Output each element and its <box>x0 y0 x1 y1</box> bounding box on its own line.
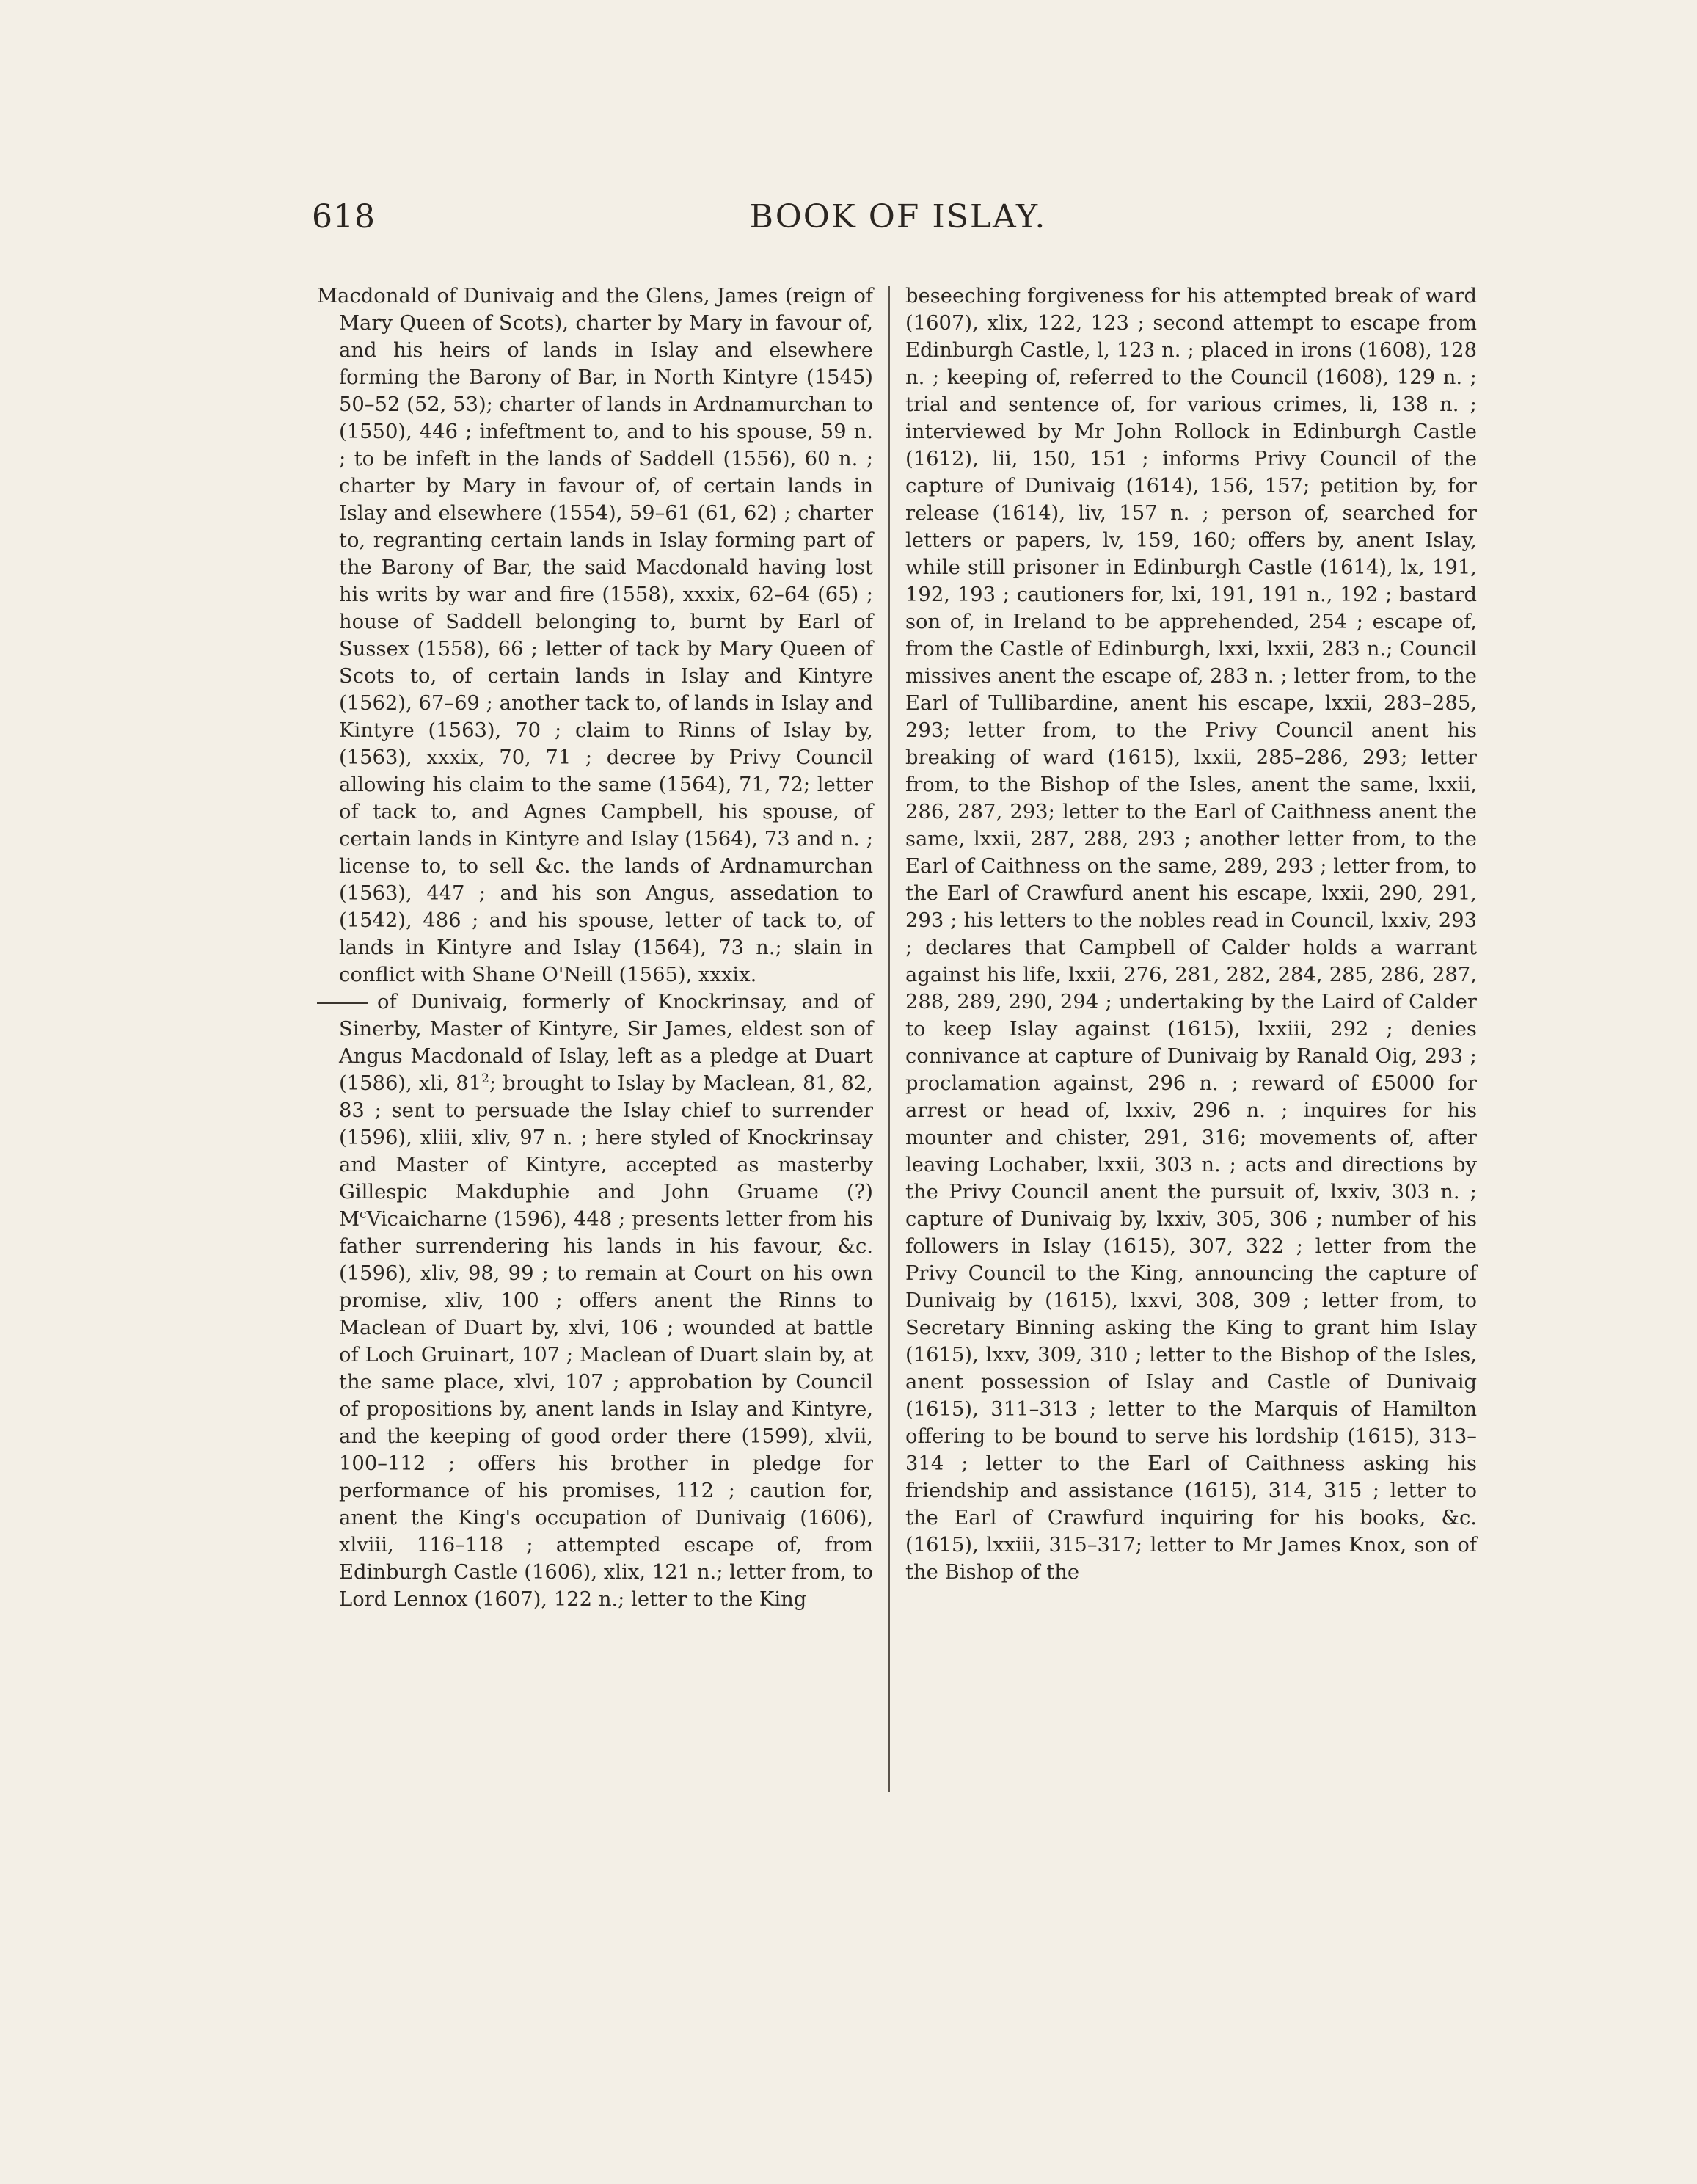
index-entry-text: ; brought to Islay by Maclean, 81, 82, 83 ; sent to persuade the Islay chief to surrender (1596), xliii, xliv, 97 n. ; here styled of Knockrinsay and Master of Kintyre, accepted as masterby Gillespic Makduphie and John Gruame (?) M <box>339 1072 874 1231</box>
superscript: 2 <box>481 1071 489 1086</box>
column-divider <box>888 286 890 1792</box>
page-header <box>312 198 1484 242</box>
index-entry <box>317 283 873 989</box>
running-title: BOOK OF ISLAY. <box>749 198 1047 236</box>
index-entry-text: Vicaicharne (1596), 448 ; presents letter from his father surrendering his lands in his favour, &c. (1596), xliv, 98, 99 ; to remain at Court on his own promise, xliv, 100 ; offers anent the Rinns to Maclean of Duart by, xlvi, 106 ; wounded at battle of Loch Gruinart, 107 ; Maclean of Duart slain by, at the same place, xlvi, 107 ; approbation by Council of propositions by, anent lands in Islay and Kintyre, and the keeping of good order there (1599), xlvii, 100–112 ; offers his brother in pledge for performance of his promises, 112 ; caution for, anent the King's occupation of Dunivaig (1606), xlviii, 116–118 ; attempted escape of, from Edinburgh Castle (1606), xlix, 121 n.; letter from, to Lord Lennox (1607), 122 n.; letter to the King <box>339 1208 873 1611</box>
ditto-dash <box>317 1002 368 1004</box>
page-number: 618 <box>312 198 376 236</box>
index-column-right <box>905 283 1477 1586</box>
index-entry-text: of Dunivaig, formerly of Knockrinsay, and of Sinerby, Master of Kintyre, Sir James, eldest son of Angus Macdonald of Islay, left as a pledge at Duart (1586), xli, 81 <box>339 991 873 1095</box>
superscript: c <box>360 1206 367 1222</box>
index-entry-text: beseeching forgiveness for his attempted break of ward (1607), xlix, 122, 123 ; second attempt to escape from Edinburgh Castle, l, 123 n. ; placed in irons (1608), 128 n. ; keeping of, referred to the Council (1608), 129 n. ; trial and sentence of, for various crimes, li, 138 n. ; interviewed by Mr John Rollock in Edinburgh Castle (1612), lii, 150, 151 ; informs Privy Council of the capture of Dunivaig (1614), 156, 157; petition by, for release (1614), liv, 157 n. ; person of, searched for letters or papers, lv, 159, 160; offers by, anent Islay, while still prisoner in Edinburgh Castle (1614), lx, 191, 192, 193 ; cautioners for, lxi, 191, 191 n., 192 ; bastard son of, in Ireland to be apprehended, 254 ; escape of, from the Castle of Edinburgh, lxxi, lxxii, 283 n.; Council missives anent the escape of, 283 n. ; letter from, to the Earl of Tullibardine, anent his escape, lxxii, 283–285, 293; letter from, to the Privy Council anent his breaking of ward (1615), lxxii, 285–286, 293; letter from, to the Bishop of the Isles, anent the same, lxxii, 286, 287, 293; letter to the Earl of Caithness anent the same, lxxii, 287, 288, 293 ; another letter from, to the Earl of Caithness on the same, 289, 293 ; letter from, to the Earl of Crawfurd anent his escape, lxxii, 290, 291, 293 ; his letters to the nobles read in Council, lxxiv, 293 ; declares that Campbell of Calder holds a warrant against his life, lxxii, 276, 281, 282, 284, 285, 286, 287, 288, 289, 290, 294 ; undertaking by the Laird of Calder to keep Islay against (1615), lxxiii, 292 ; denies connivance at capture of Dunivaig by Ranald Oig, 293 ; proclamation against, 296 n. ; reward of £5000 for arrest or head of, lxxiv, 296 n. ; inquires for his mounter and chister, 291, 316; movements of, after leaving Lochaber, lxxii, 303 n. ; acts and directions by the Privy Council anent the pursuit of, lxxiv, 303 n. ; capture of Dunivaig by, lxxiv, 305, 306 ; number of his followers in Islay (1615), 307, 322 ; letter from the Privy Council to the King, announcing the capture of Dunivaig by (1615), lxxvi, 308, 309 ; letter from, to Secretary Binning asking the King to grant him Islay (1615), lxxv, 309, 310 ; letter to the Bishop of the Isles, anent possession of Islay and Castle of Dunivaig (1615), 311–313 ; letter to the Marquis of Hamilton offering to be bound to serve his lordship (1615), 313–314 ; letter to the Earl of Caithness asking his friendship and assistance (1615), 314, 315 ; letter to the Earl of Crawfurd inquiring for his books, &c. (1615), lxxiii, 315–317; letter to Mr James Knox, son of the Bishop of the <box>905 285 1477 1584</box>
index-entry-continued <box>905 283 1477 1586</box>
index-entry-text: Macdonald of Dunivaig and the Glens, James (reign of Mary Queen of Scots), charter by Mary in favour of, and his heirs of lands in Islay and elsewhere forming the Barony of Bar, in North Kintyre (1545) 50–52 (52, 53); charter of lands in Ardnamurchan to (1550), 446 ; infeftment to, and to his spouse, 59 n. ; to be infeft in the lands of Saddell (1556), 60 n. ; charter by Mary in favour of, of certain lands in Islay and elsewhere (1554), 59–61 (61, 62) ; charter to, regranting certain lands in Islay forming part of the Barony of Bar, the said Macdonald having lost his writs by war and fire (1558), xxxix, 62–64 (65) ; house of Saddell belonging to, burnt by Earl of Sussex (1558), 66 ; letter of tack by Mary Queen of Scots to, of certain lands in Islay and Kintyre (1562), 67–69 ; another tack to, of lands in Islay and Kintyre (1563), 70 ; claim to Rinns of Islay by, (1563), xxxix, 70, 71 ; decree by Privy Council allowing his claim to the same (1564), 71, 72; letter of tack to, and Agnes Campbell, his spouse, of certain lands in Kintyre and Islay (1564), 73 and n. ; license to, to sell &c. the lands of Ardnamurchan (1563), 447 ; and his son Angus, assedation to (1542), 486 ; and his spouse, letter of tack to, of lands in Kintyre and Islay (1564), 73 n.; slain in conflict with Shane O'Neill (1565), xxxix. <box>317 285 873 986</box>
index-column-left <box>317 283 873 1613</box>
index-entry <box>317 989 873 1613</box>
